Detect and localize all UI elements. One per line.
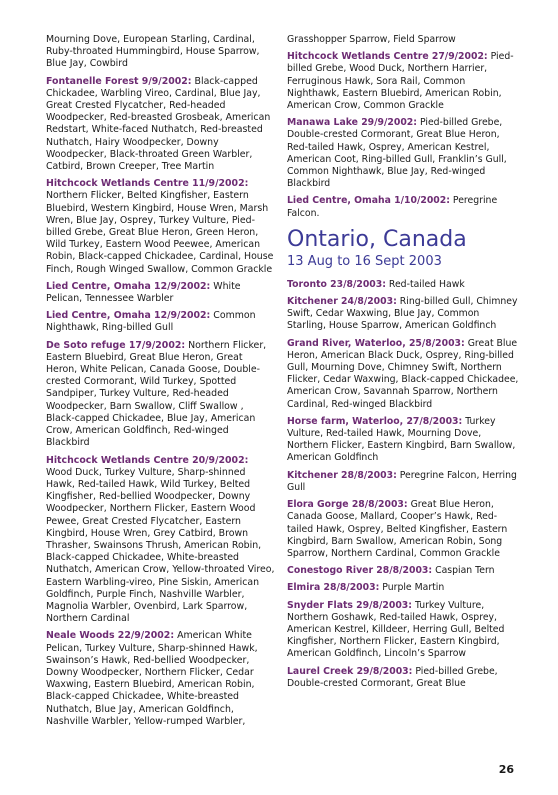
species-list: Black-capped Chickadee, Warbling Vireo, Cardinal, Blue Jay, Great Crested Flycatcher, Red-headed Woodpecker, Red-breasted Grosbeak, American Redstart, White-faced Nuthatch, Red-breasted Nuthatch, Hairy Woodpecker, Downy Woodpecker, Black-throated Green Warbler, Catbird, Brown Creeper, Tree Martin — [46, 75, 271, 173]
species-list: Peregrine Falcon, Herring Gull — [287, 469, 517, 493]
sighting-entry — [46, 34, 275, 71]
sighting-entry — [46, 178, 275, 276]
species-list: Common Nighthawk, Ring-billed Gull — [46, 310, 256, 334]
sighting-entry — [287, 416, 519, 465]
species-list: Red-tailed Hawk — [388, 278, 465, 290]
species-list: Pied-billed Grebe, Double-crested Cormorant, Great Blue — [287, 665, 498, 689]
page-number: 26 — [498, 763, 514, 776]
sighting-entry — [287, 34, 519, 46]
sighting-entry — [287, 470, 519, 494]
right-column — [287, 34, 519, 695]
species-list: Turkey Vulture, Northern Goshawk, Red-tailed Hawk, Osprey, American Kestrel, Killdeer, Herring Gull, Belted Kingfisher, Northern Flicker, Eastern Kingbird, American Goldfinch, Lincoln’s Sparrow — [287, 599, 505, 660]
species-list: Great Blue Heron, Canada Goose, Mallard, Cooper’s Hawk, Red-tailed Hawk, Osprey, Belted Kingfisher, Eastern Kingbird, Barn Swallow, American Robin, Song Sparrow, Northern Cardinal, Common Grackle — [287, 499, 508, 559]
species-list: Northern Flicker, Belted Kingfisher, Eastern Bluebird, Western Kingbird, House Wren, Marsh Wren, Blue Jay, Osprey, Turkey Vulture, Pied-billed Grebe, Great Blue Heron, Green Heron, Wild Turkey, Eastern Wood Peewee, American Robin, Black-capped Chickadee, Cardinal, House Finch, Rough Winged Swallow, Common Grackle — [46, 190, 274, 275]
species-list: Mourning Dove, European Starling, Cardinal, Ruby-throated Hummingbird, House Sparrow, Blue Jay, Cowbird — [46, 34, 260, 70]
sighting-entry — [46, 310, 275, 334]
sighting-entry — [287, 582, 519, 594]
species-list: Pied-billed Grebe, Wood Duck, Northern Harrier, Ferruginous Hawk, Sora Rail, Common Nighthawk, Eastern Bluebird, American Robin, American Crow, Common Grackle — [287, 51, 514, 112]
sighting-entry — [287, 600, 519, 661]
location-date: Conestogo River 28/8/2003: — [287, 565, 433, 577]
species-list: Wood Duck, Turkey Vulture, Sharp-shinned Hawk, Red-tailed Hawk, Wild Turkey, Belted Kingfisher, Red-bellied Woodpecker, Downy Woodpecker, Northern Flicker, Eastern Wood Pewee, Great Crested Flycatcher, Eastern Kingbird, House Wren, Grey Catbird, Brown Thrasher, Swainsons Thrush, American Robin, Black-capped Chickadee, White-breasted Nuthatch, American Crow, Yellow-throated Vireo, Eastern Warbling-vireo, Pine Siskin, American Goldfinch, Purple Finch, Nashville Warbler, Magnolia Warbler, Ovenbird, Lark Sparrow, Northern Cardinal — [46, 466, 275, 625]
species-list: Ring-billed Gull, Chimney Swift, Cedar Waxwing, Blue Jay, Common Starling, House Sparrow, American Goldfinch — [287, 296, 518, 332]
sighting-entry — [46, 340, 275, 450]
sighting-entry — [287, 117, 519, 190]
sighting-entry — [287, 499, 519, 560]
location-date: Lied Centre, Omaha 12/9/2002: — [46, 280, 211, 292]
sighting-entry — [287, 195, 519, 219]
location-date: Lied Centre, Omaha 1/10/2002: — [287, 195, 450, 207]
species-list: American White Pelican, Turkey Vulture, Sharp-shinned Hawk, Swainson’s Hawk, Red-bellied Woodpecker, Downy Woodpecker, Northern Flicker, Cedar Waxwing, Eastern Bluebird, American Robin, Black-capped Chickadee, White-breasted Nuthatch, Blue Jay, American Goldfinch, Nashville Warbler, Yellow-rumped Warbler, — [46, 630, 258, 727]
sighting-entry — [287, 296, 519, 333]
location-date: Neale Woods 22/9/2002: — [46, 630, 175, 642]
sighting-entry — [46, 455, 275, 626]
location-date: Laurel Creek 29/8/2003: — [287, 665, 413, 677]
location-date: Horse farm, Waterloo, 27/8/2003: — [287, 415, 463, 427]
sighting-entry — [46, 281, 275, 305]
location-date: Manawa Lake 29/9/2002: — [287, 117, 417, 129]
location-date: Toronto 23/8/2003: — [287, 278, 386, 290]
section-subtitle: 13 Aug to 16 Sept 2003 — [287, 253, 442, 269]
species-list: Pied-billed Grebe, Double-crested Cormorant, Great Blue Heron, Red-tailed Hawk, Osprey, American Kestrel, American Coot, Ring-billed Gull, Franklin’s Gull, Common Nighthawk, Blue Jay, Red-winged Blackbird — [287, 117, 507, 190]
species-list: Purple Martin — [382, 582, 445, 594]
species-list: Grasshopper Sparrow, Field Sparrow — [287, 34, 456, 45]
sighting-entry — [46, 630, 275, 728]
sighting-entry — [287, 338, 519, 411]
left-column — [46, 34, 275, 733]
location-date: Hitchcock Wetlands Centre 11/9/2002: — [46, 178, 249, 190]
location-date: Hitchcock Wetlands Centre 20/9/2002: — [46, 454, 249, 466]
sighting-entry — [287, 565, 519, 577]
species-list: Caspian Tern — [435, 565, 495, 577]
species-list: Northern Flicker, Eastern Bluebird, Great Blue Heron, Great Heron, White Pelican, Canada Goose, Double-crested Cormorant, Wild Turkey, Spotted Sandpiper, Turkey Vulture, Red-headed Woodpecker, Barn Swallow, Cliff Swallow , Black-capped Chickadee, Blue Jay, American Crow, American Goldfinch, Red-winged Blackbird — [46, 339, 267, 449]
location-date: De Soto refuge 17/9/2002: — [46, 339, 186, 351]
location-date: Elmira 28/8/2003: — [287, 582, 380, 594]
location-date: Grand River, Waterloo, 25/8/2003: — [287, 337, 465, 349]
location-date: Kitchener 24/8/2003: — [287, 296, 397, 308]
species-list: White Pelican, Tennessee Warbler — [46, 280, 241, 305]
section-title: Ontario, Canada — [287, 226, 467, 252]
species-list: Turkey Vulture, Red-tailed Hawk, Mourning Dove, Northern Flicker, Eastern Kingbird, Barn Swallow, American Goldfinch — [287, 415, 516, 464]
location-date: Kitchener 28/8/2003: — [287, 469, 397, 481]
sighting-entry — [287, 279, 519, 291]
sighting-entry — [46, 76, 275, 174]
species-list: Great Blue Heron, American Black Duck, Osprey, Ring-billed Gull, Mourning Dove, Chimney Swift, Northern Flicker, Cedar Waxwing, Black-capped Chickadee, American Crow, Savannah Sparrow, Northern Cardinal, Red-winged Blackbird — [287, 337, 519, 410]
sighting-entry — [287, 666, 519, 690]
location-date: Fontanelle Forest 9/9/2002: — [46, 75, 192, 87]
species-list: Peregrine Falcon. — [287, 195, 498, 219]
location-date: Snyder Flats 29/8/2003: — [287, 599, 412, 611]
sighting-entry — [287, 51, 519, 112]
location-date: Hitchcock Wetlands Centre 27/9/2002: — [287, 51, 488, 63]
location-date: Lied Centre, Omaha 12/9/2002: — [46, 310, 211, 322]
location-date: Elora Gorge 28/8/2003: — [287, 499, 408, 511]
